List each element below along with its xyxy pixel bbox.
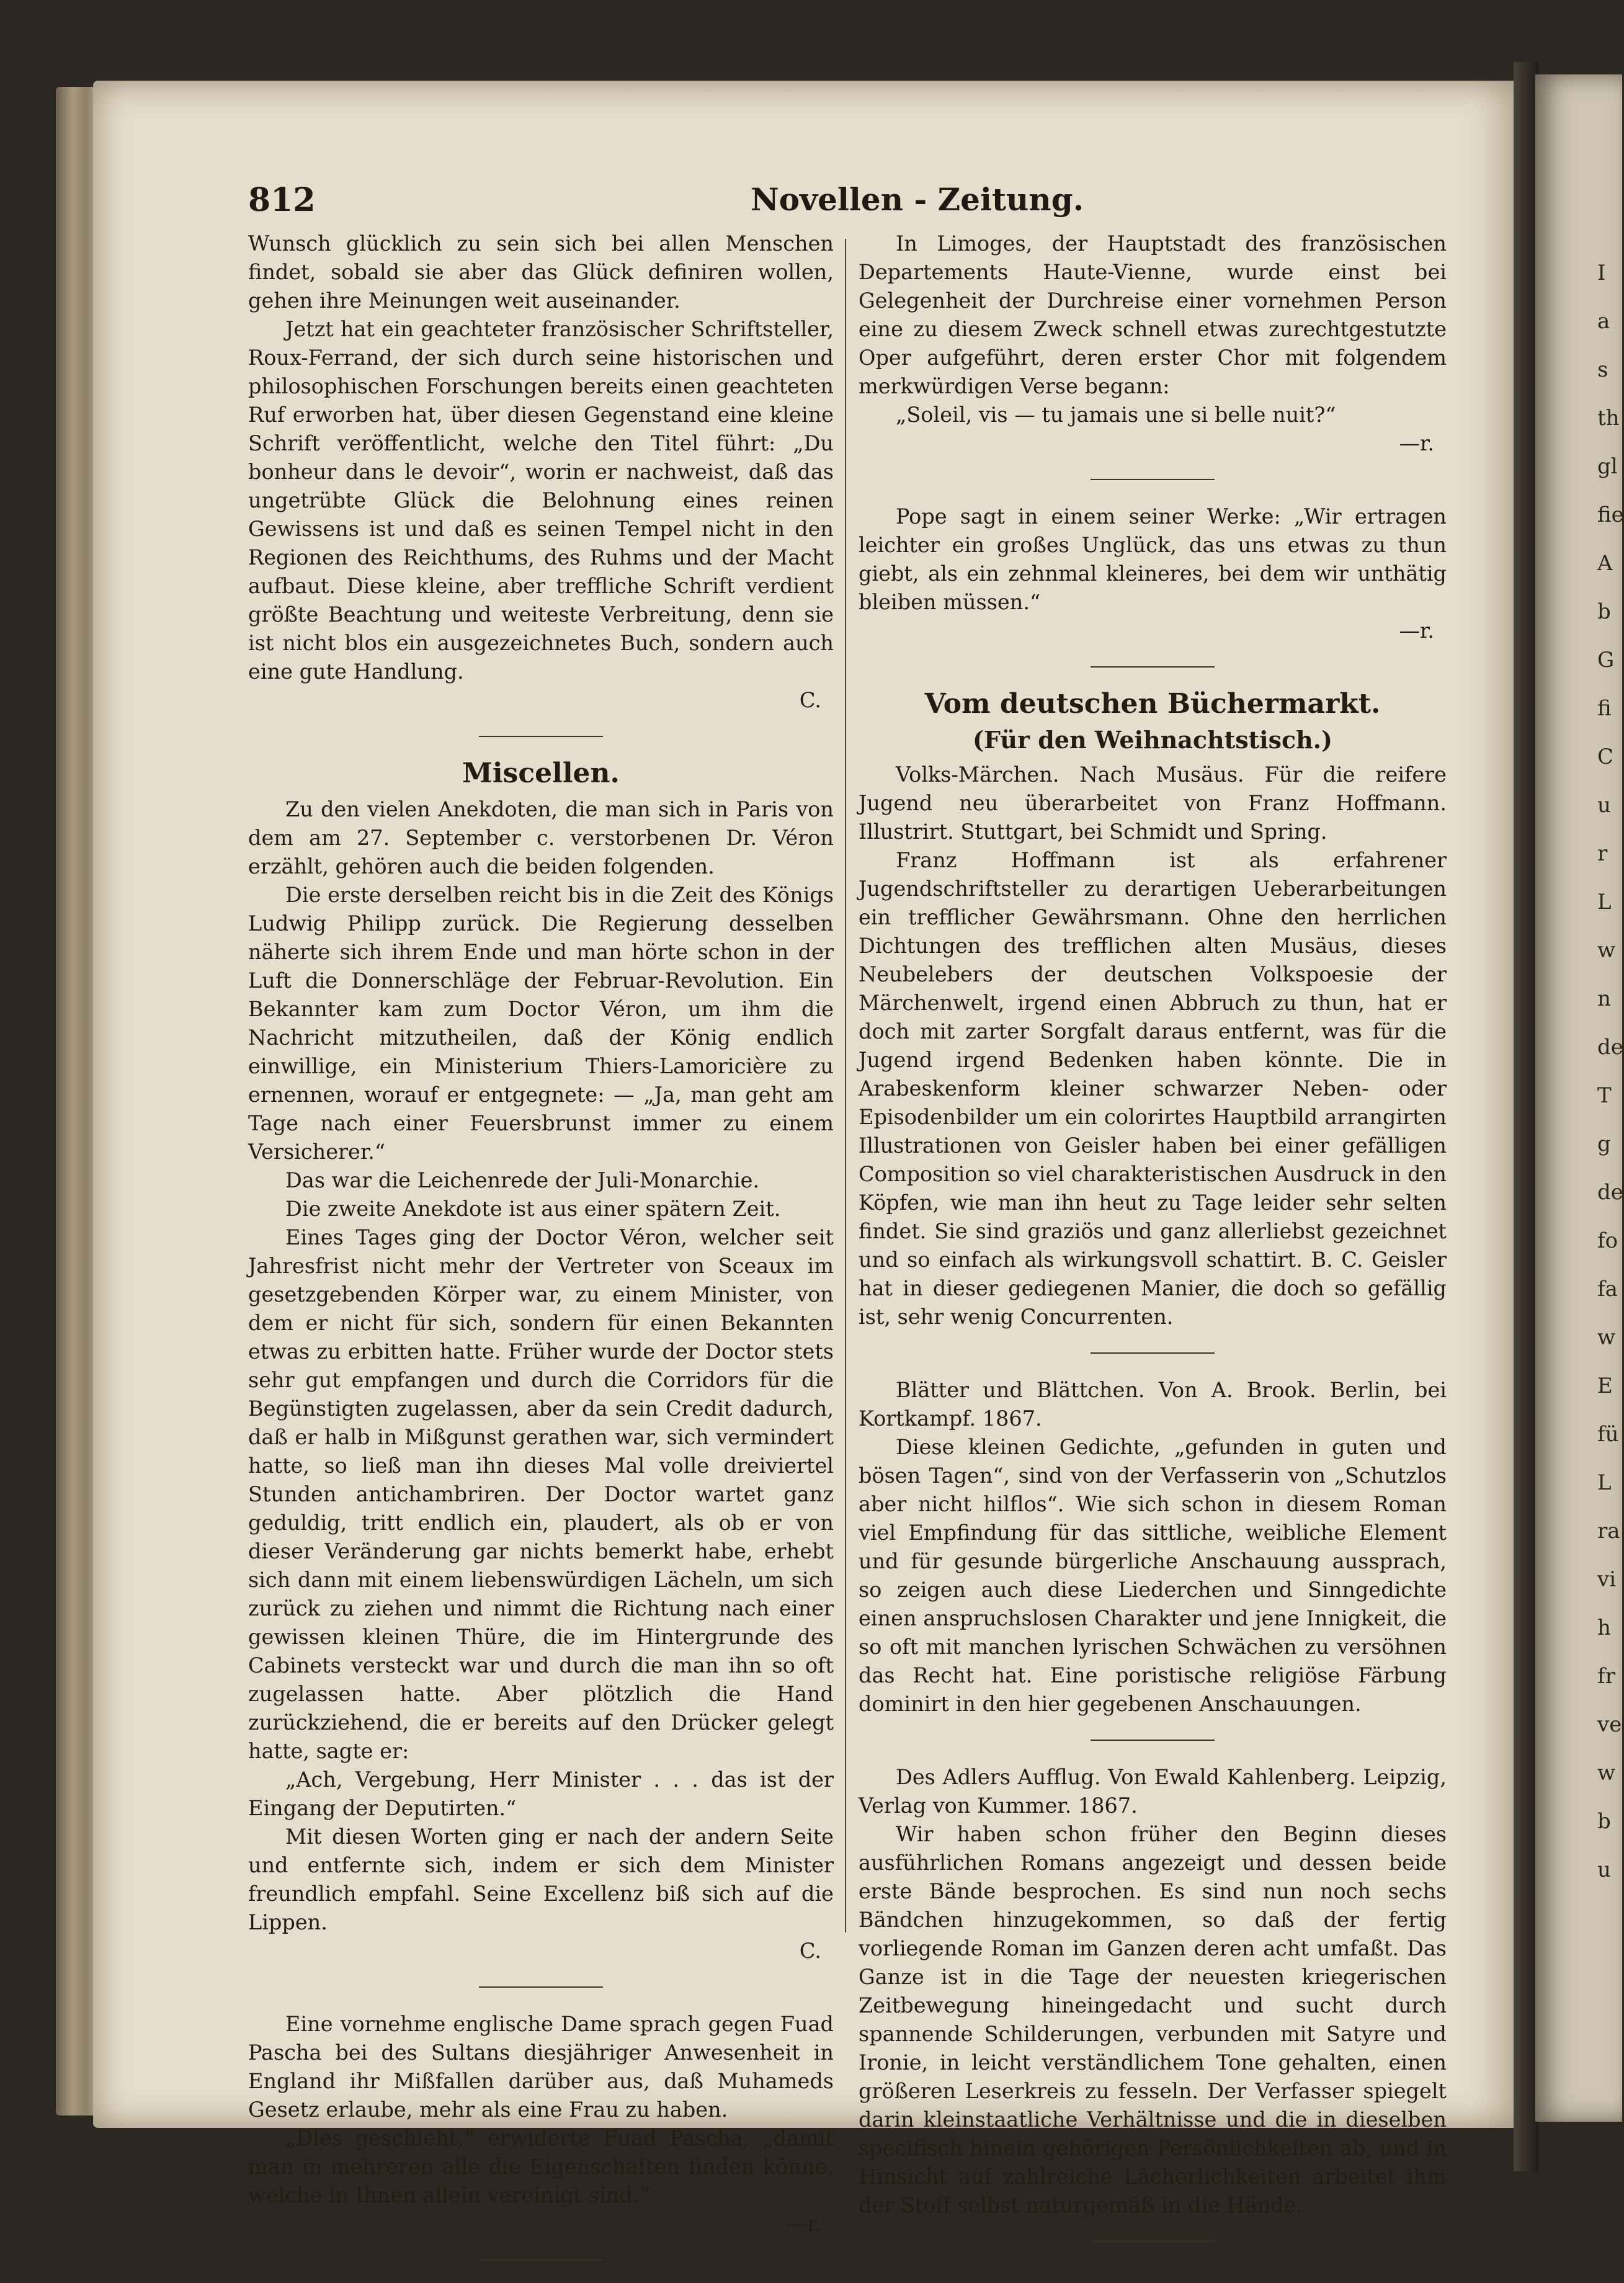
next-page-fragment: b <box>1597 1809 1611 1834</box>
fuad-signature: —r. <box>786 2212 821 2236</box>
next-page-fragment: ra <box>1597 1519 1620 1544</box>
section-rule <box>479 2259 603 2261</box>
next-page-fragment: h <box>1597 1615 1611 1640</box>
next-page-fragment: G <box>1597 648 1615 672</box>
next-page-fragment: C <box>1597 744 1614 769</box>
next-page-fragment: de <box>1597 1035 1623 1060</box>
intro-paragraph-2: Jetzt hat ein geachteter französischer Schriftsteller, Roux-Ferrand, der sich durch seine historischen und philosophischen Forschungen bereits einen geachteten Ruf erworben hat, über diesen Gegenstand eine kleine Schrift veröffentlicht, welche den Titel führt: „Du bonheur dans le devoir“, worin er nachweist, daß das ungetrübte Glück die Belohnung eines reinen Gewissens ist und daß es seinen Tempel nicht in den Regionen des Reichthums, des Ruhms und der Macht aufbaut. Diese kleine, aber treffliche Schrift verdient größte Beachtung und weiteste Verbreitung, denn sie ist nicht blos ein ausgezeichnetes Buch, sondern auch eine gute Handlung. <box>248 317 834 684</box>
next-page-fragment: L <box>1597 1470 1612 1495</box>
miscellen-paragraph-4: Die zweite Anekdote ist aus einer spätern Zeit. <box>285 1197 781 1221</box>
miscellen-paragraph-3: Das war die Leichenrede der Juli-Monarchie. <box>285 1168 760 1192</box>
miscellen-paragraph-5: Eines Tages ging der Doctor Véron, welcher seit Jahresfrist nicht mehr der Vertreter von Sceaux im gesetzgebenden Körper war, zu einem Minister, von dem er nicht für sich, sondern für einen Bekannten etwas zu erbitten hatte. Früher wurde der Doctor stets sehr gut empfangen und durch die Corridors für die Begünstigten zugelassen, aber da sein Credit dadurch, daß er halb in Mißgunst gerathen war, sich vermindert hatte, so ließ man ihn dieses Mal volle dreiviertel Stunden antichambriren. Der Doctor wartet ganz geduldig, tritt endlich ein, plaudert, als ob er von dieser Veränderung gar nichts bemerkt habe, erhebt sich dann mit einem liebenswürdigen Lächeln, um sich zurück zu ziehen und nimmt die Richtung nach einer gewissen kleinen Thüre, die im Hintergrunde des Cabinets versteckt war und durch die man ihn so oft zugelassen hatte. Aber plötzlich die Hand zurückziehend, die er bereits auf den Drücker gelegt hatte, sagte er: <box>248 1225 834 1763</box>
review3-body: Wir haben schon früher den Beginn dieses ausführlichen Romans angezeigt und dessen beide erste Bände besprochen. Es sind nun noch sechs Bändchen hinzugekommen, so daß der fertig vorliegende Roman im Ganzen deren acht umfaßt. Das Ganze ist in die Tage der neuesten kriegerischen Zeitbewegung hineingedacht und sucht durch spannende Schilderungen, verbunden mit Satyre und Ironie, in leicht verständlichem Tone gehalten, einen größeren Leserkreis zu fesseln. Der Verfasser spiegelt darin kleinstaatliche Verhältnisse und die in dieselben specifisch hinein gehörigen Persönlichkeiten ab, und in Hinsicht auf zahlreiche Lächerlichkeiten arbeitet ihm der Stoff selbst naturgemäß in die Hände. <box>859 1822 1447 2217</box>
miscellen-paragraph-2: Die erste derselben reicht bis in die Zeit des Königs Ludwig Philipp zurück. Die Regierung desselben näherte sich ihrem Ende und man hörte schon in der Luft die Donnerschläge der Februar-Revolution. Ein Bekannter kam zum Doctor Véron, um ihm die Nachricht mitzutheilen, daß der König endlich einwillige, ein Ministerium Thiers-Lamoricière zu ernennen, worauf er entgegnete: — „Ja, man geht am Tage nach einer Feuersbrunst immer zu einem Versicherer.“ <box>248 883 834 1164</box>
fuad-paragraph-2: „Dies geschieht,“ erwiderte Fuad Pascha, „damit man in mehreren alle die Eigenschaften finden könne, welche in Ihnen allein vereinigt sind.“ <box>248 2126 834 2207</box>
review3-title: Des Adlers Aufflug. Von Ewald Kahlenberg. Leipzig, Verlag von Kummer. 1867. <box>859 1765 1447 1818</box>
next-page-fragment: s <box>1597 357 1608 382</box>
next-page-fragment: a <box>1597 309 1610 334</box>
section-rule <box>479 736 603 737</box>
market-subheading: (Für den Weihnachtstisch.) <box>973 726 1332 754</box>
section-rule <box>1091 2241 1215 2242</box>
intro-signature: C. <box>799 688 821 712</box>
next-page-fragment: th <box>1597 406 1620 431</box>
section-rule <box>1091 1352 1215 1354</box>
review2-body: Diese kleinen Gedichte, „gefunden in guten und bösen Tagen“, sind von der Verfasserin von „Schutzlos aber nicht hilflos“. Wie sich schon in diesem Roman viel Empfindung für das sittliche, weibliche Element und für gesunde bürgerliche Anschauung aussprach, so zeigen auch diese Liederchen und Sinngedichte einen anspruchslosen Charakter und jene Innigkeit, die so oft mit manchen lyrischen Schwächen zu versöhnen das Recht hat. Eine poristische religiöse Färbung dominirt in den hier gegebenen Anschauungen. <box>859 1435 1447 1716</box>
page-number: 812 <box>248 181 316 219</box>
next-page-fragment: w <box>1597 1761 1616 1785</box>
next-page-fragment: I <box>1597 261 1606 285</box>
intro-paragraph-1: Wunsch glücklich zu sein sich bei allen Menschen findet, sobald sie aber das Glück definiren wollen, gehen ihre Meinungen weit auseinander. <box>248 231 834 313</box>
next-page-fragment: u <box>1597 793 1611 818</box>
review1-title: Volks-Märchen. Nach Musäus. Für die reifere Jugend neu überarbeitet von Franz Hoffmann. Illustrirt. Stuttgart, bei Schmidt und Spring. <box>859 762 1447 844</box>
next-page-edge <box>1535 74 1622 2122</box>
next-page-fragment: fr <box>1597 1664 1615 1689</box>
miscellen-paragraph-6: „Ach, Vergebung, Herr Minister . . . das ist der Eingang der Deputirten.“ <box>248 1767 834 1820</box>
next-page-fragment: de <box>1597 1180 1623 1205</box>
limoges-paragraph: In Limoges, der Hauptstadt des französischen Departements Haute-Vienne, wurde einst bei Gelegenheit der Durchreise einer vornehmen Person eine zu diesem Zweck schnell etwas zurechtgestutzte Oper aufgeführt, deren erster Chor mit folgendem merkwürdigen Verse begann: <box>859 231 1447 398</box>
next-page-fragment: fie <box>1597 503 1624 527</box>
limoges-verse: „Soleil, vis — tu jamais une si belle nuit?“ <box>896 403 1336 427</box>
review2-title: Blätter und Blättchen. Von A. Brook. Berlin, bei Kortkampf. 1867. <box>859 1378 1447 1431</box>
section-rule <box>1091 666 1215 668</box>
next-page-fragment: u <box>1597 1857 1611 1882</box>
journal-title: Novellen - Zeitung. <box>751 181 1084 218</box>
left-column <box>248 230 834 2283</box>
next-page-fragment: fo <box>1597 1228 1618 1253</box>
pope-paragraph: Pope sagt in einem seiner Werke: „Wir ertragen leichter ein großes Unglück, das uns etwas zu thun giebt, als ein zehnmal kleineres, bei dem wir unthätig bleiben müssen.“ <box>859 504 1447 614</box>
next-page-fragment: b <box>1597 599 1611 624</box>
section-rule <box>1091 479 1215 480</box>
miscellen-paragraph-7: Mit diesen Worten ging er nach der andern Seite und entfernte sich, indem er sich dem Minister freundlich empfahl. Seine Excellenz biß sich auf die Lippen. <box>248 1825 834 1934</box>
next-page-fragment: E <box>1597 1374 1613 1398</box>
section-rule <box>479 1986 603 1988</box>
fuad-paragraph-1: Eine vornehme englische Dame sprach gegen Fuad Pascha bei des Sultans diesjähriger Anwesenheit in England ihr Mißfallen darüber aus, daß Muhameds Gesetz erlaube, mehr als eine Frau zu haben. <box>248 2012 834 2122</box>
right-column <box>859 230 1447 2264</box>
next-page-fragment: n <box>1597 986 1611 1011</box>
market-heading: Vom deutschen Büchermarkt. <box>924 688 1381 720</box>
next-page-fragment: vi <box>1597 1567 1617 1592</box>
next-page-fragment: L <box>1597 890 1612 914</box>
next-page-fragment: ve <box>1597 1712 1622 1737</box>
book-gutter <box>1514 62 1538 2171</box>
next-page-fragment: fa <box>1597 1277 1618 1302</box>
section-rule <box>1091 1740 1215 1741</box>
next-page-fragment: w <box>1597 938 1616 963</box>
next-page-fragment: fü <box>1597 1422 1619 1447</box>
next-page-fragment: A <box>1597 551 1613 576</box>
next-page-fragment: r <box>1597 841 1608 866</box>
limoges-signature: —r. <box>1399 431 1434 455</box>
next-page-fragment: T <box>1597 1083 1612 1108</box>
miscellen-heading: Miscellen. <box>462 757 620 789</box>
review1-body: Franz Hoffmann ist als erfahrener Jugendschriftsteller zu derartigen Ueberarbeitungen ein trefflicher Gewährsmann. Ohne den herrlichen Dichtungen des trefflichen alten Musäus, dieses Neubelebers der deutschen Volkspoesie der Märchenwelt, irgend einen Abbruch zu thun, hat er doch mit zarter Sorgfalt daraus entfernt, was für die Jugend irgend Bedenken haben könnte. Die in Arabeskenform kleiner schwarzer Neben- oder Episodenbilder um ein colorirtes Hauptbild arrangirten Illustrationen von Geisler haben bei einer gefälligen Composition so viel charakteristischen Ausdruck in den Köpfen, wie man ihn heut zu Tage leider sehr selten findet. Sie sind graziös und ganz allerliebst gezeichnet und so einfach als wirkungsvoll schattirt. B. C. Geisler hat in dieser gediegenen Manier, die doch so gefällig ist, sehr wenig Concurrenten. <box>859 848 1447 1329</box>
miscellen-paragraph-1: Zu den vielen Anekdoten, die man sich in Paris von dem am 27. September c. verstorbenen Dr. Véron erzählt, gehören auch die beiden folgenden. <box>248 797 834 878</box>
next-page-fragment: gl <box>1597 454 1618 479</box>
pope-signature: —r. <box>1399 619 1434 643</box>
next-page-fragment: w <box>1597 1325 1616 1350</box>
next-page-fragment: fi <box>1597 696 1612 721</box>
next-page-fragment: g <box>1597 1132 1611 1156</box>
miscellen-signature: C. <box>799 1939 821 1963</box>
column-divider <box>845 239 846 1932</box>
